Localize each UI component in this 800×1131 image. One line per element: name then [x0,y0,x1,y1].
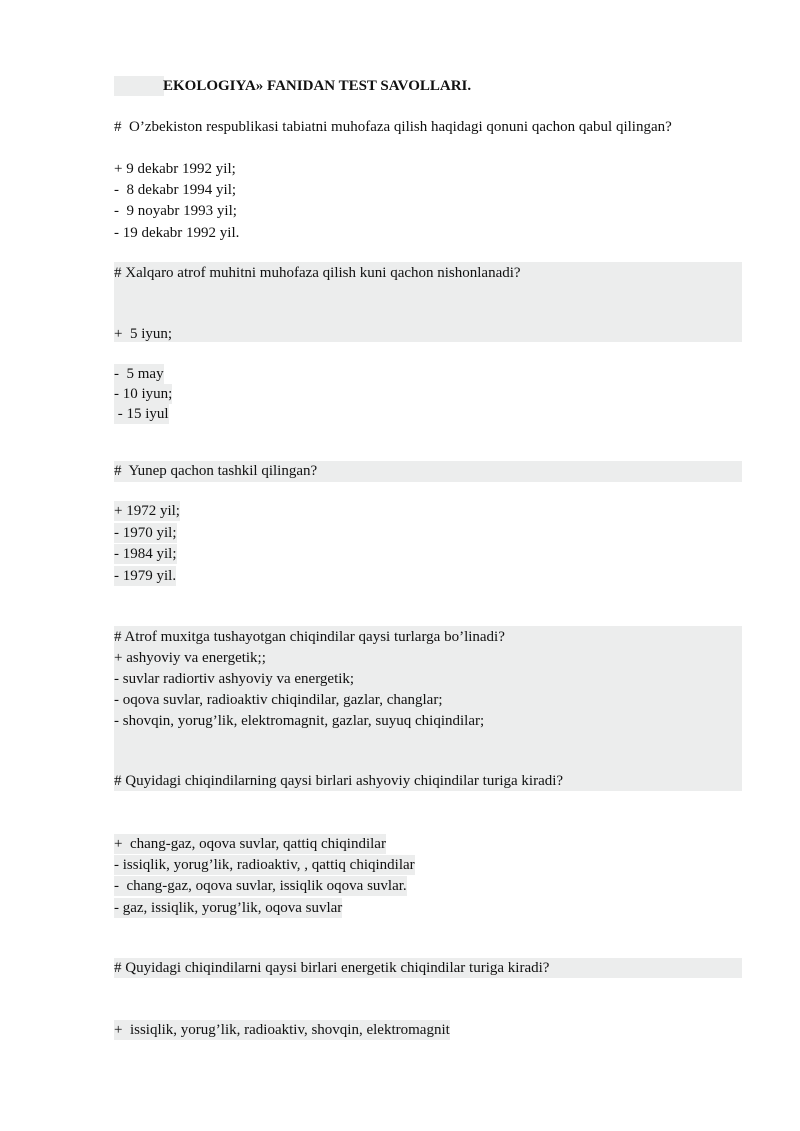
q4-option-3: - oqova suvlar, radioaktiv chiqindilar, gazlar, changlar; [114,692,443,708]
q1-option-2: - 8 dekabr 1994 yil; [114,182,237,198]
q3-option-2: - 1970 yil; [114,525,177,541]
q1-option-3: - 9 noyabr 1993 yil; [114,203,237,219]
q3-option-3: - 1984 yil; [114,546,177,562]
q2-option-4: - 15 iyul [114,406,169,422]
question-3: # Yunep qachon tashkil qilingan? [114,463,318,479]
q2-option-1: + 5 iyun; [114,326,173,342]
q6-option-1: + issiqlik, yorug’lik, radioaktiv, shovqin, elektromagnit [114,1022,450,1038]
question-4: # Atrof muxitga tushayotgan chiqindilar qaysi turlarga bo’linadi? [114,629,505,645]
q1-option-4: - 19 dekabr 1992 yil. [114,225,240,241]
q4-option-2: - suvlar radiortiv ashyoviy va energetik; [114,671,355,687]
q4-option-4: - shovqin, yorug’lik, elektromagnit, gazlar, suyuq chiqindilar; [114,713,485,729]
q1-option-1: + 9 dekabr 1992 yil; [114,161,236,177]
title-highlight [114,76,164,96]
document-title: EKOLOGIYA» FANIDAN TEST SAVOLLARI. [163,78,472,94]
question-6: # Quyidagi chiqindilarni qaysi birlari energetik chiqindilar turiga kiradi? [114,960,550,976]
q3-option-4: - 1979 yil. [114,568,177,584]
question-5: # Quyidagi chiqindilarning qaysi birlari ashyoviy chiqindilar turiga kiradi? [114,773,564,789]
q3-option-1: + 1972 yil; [114,503,180,519]
q5-option-1: + chang-gaz, oqova suvlar, qattiq chiqindilar [114,836,386,852]
question-2: # Xalqaro atrof muhitni muhofaza qilish kuni qachon nishonlanadi? [114,265,521,281]
q5-option-3: - chang-gaz, oqova suvlar, issiqlik oqova suvlar. [114,878,407,894]
q2-option-3: - 10 iyun; [114,386,173,402]
question-1: # O’zbekiston respublikasi tabiatni muhofaza qilish haqidagi qonuni qachon qabul qilingan? [114,119,672,135]
q5-option-2: - issiqlik, yorug’lik, radioaktiv, , qattiq chiqindilar [114,857,415,873]
q5-option-4: - gaz, issiqlik, yorug’lik, oqova suvlar [114,900,343,916]
q2-option-2: - 5 may [114,366,164,382]
q4-option-1: + ashyoviy va energetik;; [114,650,266,666]
